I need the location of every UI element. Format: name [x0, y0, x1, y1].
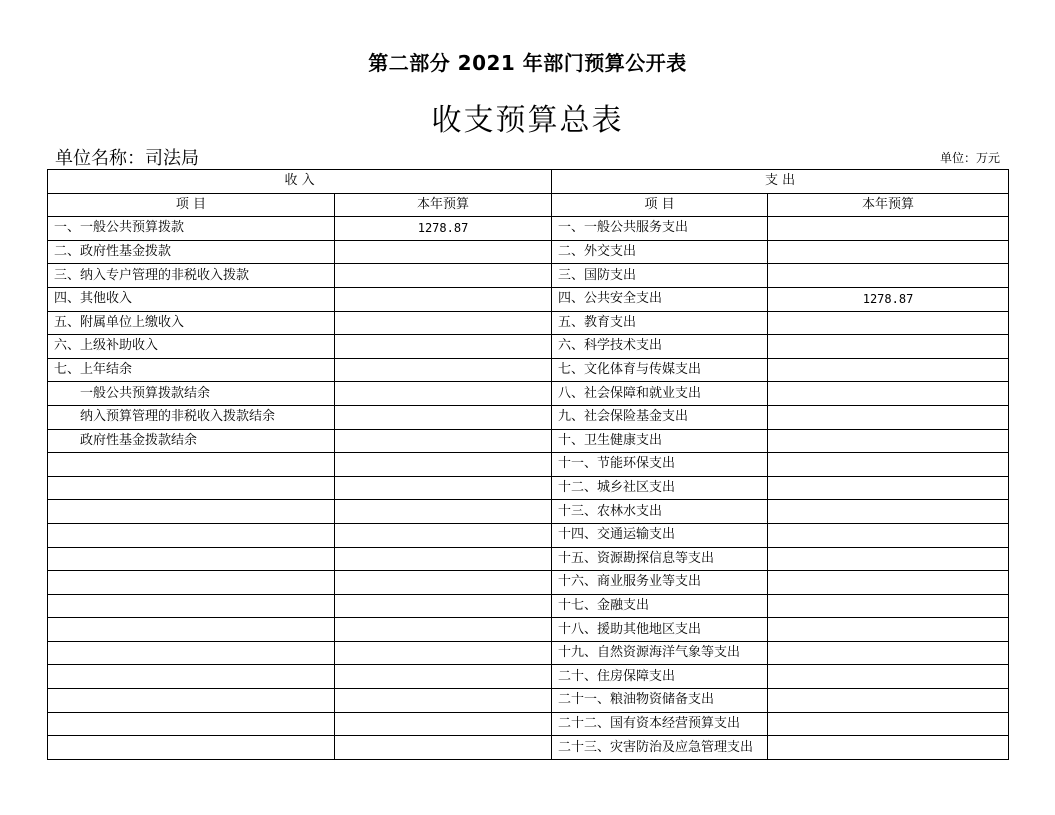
expense-amount-cell [768, 453, 1009, 477]
income-item-cell [48, 594, 335, 618]
income-item-cell: 七、上年结余 [48, 358, 335, 382]
expense-amount-cell [768, 264, 1009, 288]
income-amount-cell [335, 571, 552, 595]
table-row [48, 264, 1009, 288]
income-item-cell [48, 712, 335, 736]
expense-amount-cell [768, 594, 1009, 618]
expense-item-cell: 六、科学技术支出 [552, 335, 768, 359]
expense-item-cell: 二、外交支出 [552, 240, 768, 264]
table-row [48, 476, 1009, 500]
expense-amount-cell [768, 736, 1009, 760]
income-amount-cell [335, 405, 552, 429]
income-amount-cell [335, 618, 552, 642]
income-amount-cell [335, 547, 552, 571]
table-row [48, 382, 1009, 406]
income-amount-cell [335, 476, 552, 500]
expense-budget-column-header: 本年预算 [768, 193, 1009, 217]
expense-amount-cell [768, 311, 1009, 335]
income-item-cell [48, 618, 335, 642]
expense-item-cell: 八、社会保障和就业支出 [552, 382, 768, 406]
income-item-column-header: 项 目 [48, 193, 335, 217]
income-item-cell: 纳入预算管理的非税收入拨款结余 [48, 405, 335, 429]
expense-amount-cell [768, 547, 1009, 571]
expense-item-cell: 十三、农林水支出 [552, 500, 768, 524]
expense-item-cell: 十、卫生健康支出 [552, 429, 768, 453]
income-amount-cell [335, 358, 552, 382]
income-item-cell: 四、其他收入 [48, 287, 335, 311]
expense-item-cell: 二十一、粮油物资储备支出 [552, 689, 768, 713]
unit-name: 单位名称：司法局 [55, 148, 199, 169]
income-item-cell: 一般公共预算拨款结余 [48, 382, 335, 406]
table-row [48, 641, 1009, 665]
expense-amount-cell: 1278.87 [768, 287, 1009, 311]
income-item-cell [48, 665, 335, 689]
expense-amount-cell [768, 523, 1009, 547]
income-item-cell [48, 689, 335, 713]
table-section-header-row [48, 170, 1009, 194]
income-amount-cell [335, 311, 552, 335]
table-row [48, 594, 1009, 618]
expense-item-cell: 十八、援助其他地区支出 [552, 618, 768, 642]
expense-amount-cell [768, 358, 1009, 382]
income-item-cell [48, 641, 335, 665]
table-row [48, 689, 1009, 713]
expense-amount-cell [768, 217, 1009, 241]
table-row [48, 217, 1009, 241]
table-row [48, 405, 1009, 429]
income-amount-cell [335, 523, 552, 547]
income-item-cell: 政府性基金拨款结余 [48, 429, 335, 453]
expense-amount-cell [768, 500, 1009, 524]
income-amount-cell [335, 594, 552, 618]
income-budget-column-header: 本年预算 [335, 193, 552, 217]
expense-item-cell: 九、社会保险基金支出 [552, 405, 768, 429]
expense-amount-cell [768, 476, 1009, 500]
expense-section-header: 支 出 [552, 170, 1009, 194]
expense-amount-cell [768, 641, 1009, 665]
income-amount-cell [335, 641, 552, 665]
income-amount-cell [335, 689, 552, 713]
income-amount-cell [335, 335, 552, 359]
expense-amount-cell [768, 689, 1009, 713]
table-row [48, 500, 1009, 524]
expense-item-cell: 十二、城乡社区支出 [552, 476, 768, 500]
income-item-cell [48, 453, 335, 477]
income-section-header: 收 入 [48, 170, 552, 194]
table-row [48, 335, 1009, 359]
income-amount-cell [335, 500, 552, 524]
expense-item-cell: 十五、资源勘探信息等支出 [552, 547, 768, 571]
income-item-cell: 二、政府性基金拨款 [48, 240, 335, 264]
income-item-cell [48, 523, 335, 547]
income-item-cell: 六、上级补助收入 [48, 335, 335, 359]
table-row [48, 429, 1009, 453]
table-row [48, 240, 1009, 264]
income-item-cell: 五、附属单位上缴收入 [48, 311, 335, 335]
expense-amount-cell [768, 618, 1009, 642]
table-body [48, 217, 1009, 760]
income-amount-cell [335, 712, 552, 736]
expense-amount-cell [768, 571, 1009, 595]
expense-item-cell: 十七、金融支出 [552, 594, 768, 618]
table-row [48, 287, 1009, 311]
income-amount-cell [335, 665, 552, 689]
expense-item-cell: 十四、交通运输支出 [552, 523, 768, 547]
budget-summary-table [47, 169, 1009, 760]
expense-amount-cell [768, 335, 1009, 359]
table-row [48, 665, 1009, 689]
expense-item-cell: 四、公共安全支出 [552, 287, 768, 311]
income-item-cell [48, 736, 335, 760]
income-item-cell [48, 476, 335, 500]
expense-amount-cell [768, 712, 1009, 736]
expense-item-cell: 二十三、灾害防治及应急管理支出 [552, 736, 768, 760]
table-row [48, 311, 1009, 335]
table-row [48, 712, 1009, 736]
income-amount-cell [335, 429, 552, 453]
expense-amount-cell [768, 429, 1009, 453]
table-row [48, 618, 1009, 642]
expense-item-cell: 三、国防支出 [552, 264, 768, 288]
expense-item-cell: 十六、商业服务业等支出 [552, 571, 768, 595]
expense-amount-cell [768, 665, 1009, 689]
table-row [48, 571, 1009, 595]
income-amount-cell [335, 240, 552, 264]
income-amount-cell [335, 264, 552, 288]
expense-item-cell: 二十、住房保障支出 [552, 665, 768, 689]
expense-amount-cell [768, 240, 1009, 264]
table-row [48, 453, 1009, 477]
expense-item-cell: 十一、节能环保支出 [552, 453, 768, 477]
income-item-cell: 三、纳入专户管理的非税收入拨款 [48, 264, 335, 288]
table-row [48, 523, 1009, 547]
expense-amount-cell [768, 405, 1009, 429]
expense-item-column-header: 项 目 [552, 193, 768, 217]
expense-item-cell: 十九、自然资源海洋气象等支出 [552, 641, 768, 665]
income-amount-cell [335, 453, 552, 477]
table-row [48, 358, 1009, 382]
income-amount-cell [335, 736, 552, 760]
expense-item-cell: 七、文化体育与传媒支出 [552, 358, 768, 382]
expense-amount-cell [768, 382, 1009, 406]
currency-unit-label: 单位：万元 [939, 151, 1000, 165]
table-row [48, 547, 1009, 571]
page-title: 收支预算总表 [431, 103, 624, 138]
part-title: 第二部分 2021 年部门预算公开表 [368, 51, 687, 75]
income-item-cell [48, 571, 335, 595]
income-item-cell [48, 500, 335, 524]
table-column-header-row [48, 193, 1009, 217]
income-amount-cell [335, 382, 552, 406]
income-amount-cell: 1278.87 [335, 217, 552, 241]
expense-item-cell: 二十二、国有资本经营预算支出 [552, 712, 768, 736]
income-item-cell [48, 547, 335, 571]
expense-item-cell: 一、一般公共服务支出 [552, 217, 768, 241]
income-item-cell: 一、一般公共预算拨款 [48, 217, 335, 241]
table-row [48, 736, 1009, 760]
expense-item-cell: 五、教育支出 [552, 311, 768, 335]
income-amount-cell [335, 287, 552, 311]
